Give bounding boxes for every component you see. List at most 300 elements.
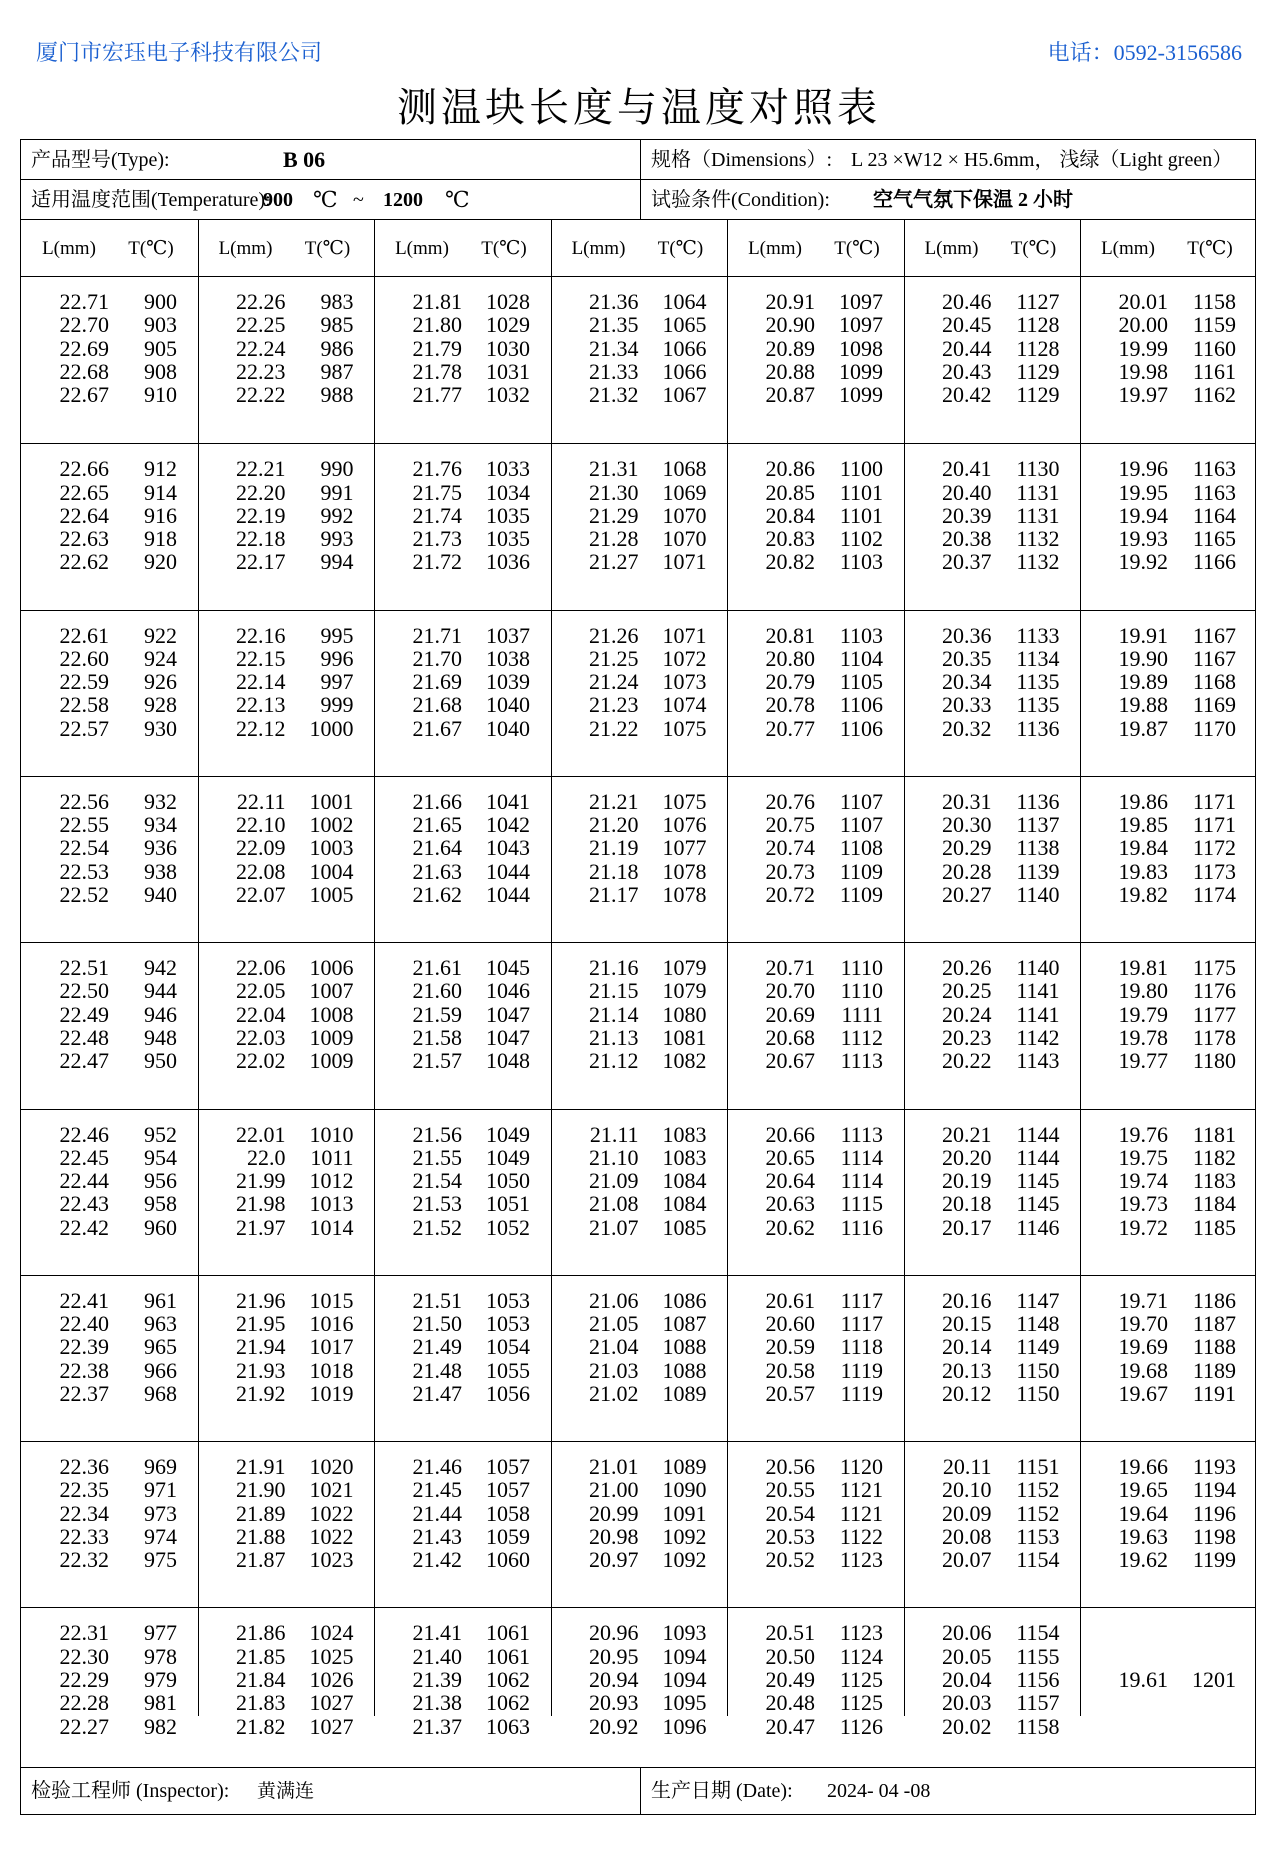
length-value: 20.22 — [942, 1048, 992, 1074]
temperature-value: 1053 — [486, 1287, 530, 1313]
length-value: 20.30 — [942, 812, 992, 838]
temperature-value: 973 — [144, 1500, 177, 1526]
temperature-value: 1136 — [1016, 788, 1060, 814]
temperature-value: 1064 — [662, 289, 707, 314]
temperature-value: 1049 — [486, 1121, 530, 1147]
length-value: 21.53 — [412, 1191, 462, 1217]
date-value: 2024- 04 -08 — [827, 1780, 931, 1802]
length-value: 21.69 — [412, 669, 462, 695]
length-value: 20.17 — [942, 1214, 992, 1240]
length-value: 22.08 — [236, 858, 286, 884]
temperature-value: 1152 — [1016, 1500, 1060, 1526]
length-value: 19.95 — [1118, 479, 1168, 505]
temperature-value: 1146 — [1016, 1214, 1060, 1240]
temperature-value: 1199 — [1192, 1547, 1236, 1573]
length-value: 20.04 — [942, 1666, 992, 1692]
length-value: 20.48 — [765, 1690, 815, 1716]
temperature-value: 1148 — [1016, 1311, 1060, 1337]
length-value: 22.54 — [59, 835, 109, 861]
temperature-value: 1111 — [841, 1001, 883, 1027]
length-value: 20.42 — [942, 382, 992, 408]
length-value: 20.44 — [942, 335, 992, 361]
temperature-value: 1084 — [662, 1191, 707, 1217]
length-value: 20.89 — [765, 335, 815, 361]
length-value: 19.91 — [1118, 622, 1168, 648]
length-value: 19.84 — [1118, 835, 1168, 861]
temperature-value: 1072 — [662, 645, 707, 671]
length-value: 20.28 — [942, 858, 992, 884]
length-value: 20.00 — [1118, 312, 1168, 338]
temperature-value: 1032 — [486, 382, 530, 408]
temperature-value: 1085 — [662, 1214, 707, 1240]
temperature-value: 1104 — [839, 645, 883, 671]
temperature-value: 1037 — [486, 622, 530, 648]
length-value: 22.04 — [236, 1001, 286, 1027]
length-value: 21.01 — [589, 1454, 639, 1480]
temperature-value: 1132 — [1016, 549, 1060, 575]
length-value: 20.55 — [765, 1477, 815, 1503]
temperature-value: 1099 — [839, 358, 883, 384]
temperature-value: 1071 — [662, 549, 707, 575]
length-value: 22.50 — [59, 978, 109, 1004]
temperature-value: 1058 — [486, 1500, 530, 1526]
length-value: 20.29 — [942, 835, 992, 861]
header-length: L(mm) — [571, 238, 626, 259]
length-value: 20.95 — [589, 1643, 639, 1669]
length-value: 22.51 — [59, 955, 109, 981]
length-value: 21.19 — [589, 835, 639, 861]
length-value: 20.16 — [942, 1287, 992, 1313]
temperature-value: 1124 — [839, 1643, 883, 1669]
temperature-value: 1055 — [486, 1357, 530, 1383]
temperature-value: 1018 — [309, 1357, 354, 1383]
length-value: 22.38 — [59, 1357, 109, 1383]
temperature-value: 1017 — [309, 1334, 354, 1360]
length-value: 20.05 — [942, 1643, 992, 1669]
length-value: 22.60 — [59, 645, 109, 671]
length-value: 21.52 — [412, 1214, 462, 1240]
length-value: 22.58 — [59, 692, 109, 718]
length-value: 21.36 — [589, 289, 639, 314]
header-length: L(mm) — [42, 238, 96, 259]
temperature-value: 1061 — [486, 1643, 530, 1669]
temperature-value: 1133 — [1016, 622, 1060, 648]
length-value: 22.0 — [247, 1144, 286, 1170]
temperature-value: 969 — [144, 1454, 177, 1480]
length-value: 21.55 — [412, 1144, 462, 1170]
temperature-value: 1067 — [662, 382, 707, 408]
length-value: 20.49 — [765, 1666, 815, 1692]
temperature-value: 1168 — [1192, 669, 1236, 695]
temperature-value: 1121 — [839, 1500, 883, 1526]
temperature-value: 1110 — [840, 978, 883, 1004]
company-name: 厦门市宏珏电子科技有限公司 — [36, 40, 323, 65]
header-temperature: T(℃) — [304, 238, 351, 259]
temperature-value: 1115 — [840, 1191, 883, 1217]
length-value: 19.81 — [1118, 955, 1168, 981]
temperature-value: 905 — [144, 335, 177, 361]
temperature-value: 1128 — [1016, 312, 1060, 338]
temperature-value: 900 — [144, 289, 177, 314]
length-value: 21.59 — [412, 1001, 462, 1027]
length-value: 21.07 — [589, 1214, 639, 1240]
length-value: 21.63 — [412, 858, 462, 884]
length-value: 21.56 — [412, 1121, 462, 1147]
length-value: 21.21 — [589, 788, 639, 814]
temperature-value: 1135 — [1016, 669, 1060, 695]
length-value: 21.10 — [589, 1144, 639, 1170]
length-value: 22.11 — [236, 788, 286, 814]
temperature-value: 1001 — [309, 788, 354, 814]
row-group — [21, 1275, 1255, 1441]
temperature-value: 1090 — [662, 1477, 707, 1503]
length-value: 20.69 — [765, 1001, 815, 1027]
temperature-value: 1015 — [309, 1287, 354, 1313]
length-value: 21.65 — [412, 812, 462, 838]
temperature-value: 1129 — [1016, 358, 1060, 384]
temperature-value: 1153 — [1016, 1523, 1060, 1549]
length-value: 19.74 — [1118, 1168, 1168, 1194]
length-value: 21.32 — [589, 382, 639, 408]
temperature-value: 1052 — [486, 1214, 530, 1240]
length-value: 20.20 — [942, 1144, 992, 1170]
length-value: 21.47 — [412, 1380, 462, 1406]
inspector-name: 黄满连 — [257, 1780, 315, 1802]
length-value: 20.14 — [942, 1334, 992, 1360]
temperature-value: 1117 — [840, 1287, 883, 1313]
length-value: 21.16 — [589, 955, 639, 981]
temperature-value: 978 — [144, 1643, 177, 1669]
length-value: 22.41 — [59, 1287, 109, 1313]
temperature-value: 1189 — [1192, 1357, 1236, 1383]
temperature-value: 1004 — [309, 858, 354, 884]
temperature-value: 1094 — [662, 1666, 707, 1692]
temperature-value: 1119 — [840, 1357, 883, 1383]
temperature-value: 1131 — [1016, 479, 1060, 505]
temperature-value: 1039 — [486, 669, 530, 695]
temperature-value: 1010 — [309, 1121, 354, 1147]
length-value: 22.07 — [236, 882, 286, 908]
temperature-value: 920 — [144, 549, 177, 575]
temperature-value: 1076 — [662, 812, 707, 838]
temperature-value: 1105 — [839, 669, 883, 695]
length-value: 21.29 — [589, 502, 639, 528]
length-value: 22.68 — [59, 358, 109, 384]
temperature-value: 1167 — [1192, 645, 1236, 671]
length-value: 21.26 — [589, 622, 639, 648]
temperature-value: 994 — [320, 549, 354, 575]
temperature-value: 1191 — [1192, 1380, 1236, 1406]
length-value: 22.25 — [236, 312, 286, 338]
length-value: 20.10 — [942, 1477, 992, 1503]
length-value: 22.33 — [59, 1523, 109, 1549]
length-value: 20.25 — [942, 978, 992, 1004]
length-value: 20.38 — [942, 526, 992, 552]
length-value: 22.71 — [59, 289, 109, 314]
info-row-temperature — [21, 180, 1255, 220]
length-value: 21.03 — [589, 1357, 639, 1383]
length-value: 21.43 — [412, 1523, 462, 1549]
length-value: 22.01 — [236, 1121, 286, 1147]
temperature-value: 1144 — [1016, 1121, 1060, 1147]
length-value: 21.02 — [589, 1380, 639, 1406]
temperature-value: 1152 — [1016, 1477, 1060, 1503]
length-value: 20.78 — [765, 692, 815, 718]
length-value: 21.83 — [236, 1690, 286, 1716]
length-value: 21.15 — [589, 978, 639, 1004]
footer-row — [21, 1767, 1255, 1814]
temperature-value: 1140 — [1016, 955, 1060, 981]
length-value: 21.41 — [412, 1620, 462, 1646]
temperature-value: 1049 — [486, 1144, 530, 1170]
header-length: L(mm) — [1101, 238, 1155, 259]
temperature-value: 1084 — [662, 1168, 707, 1194]
temperature-value: 1016 — [309, 1311, 354, 1337]
length-value: 20.03 — [942, 1690, 992, 1716]
length-value: 20.67 — [765, 1048, 815, 1074]
length-value: 21.57 — [412, 1048, 462, 1074]
temperature-value: 1083 — [662, 1144, 707, 1170]
phone-number: 电话：0592-3156586 — [1047, 40, 1242, 65]
temperature-value: 1167 — [1192, 622, 1236, 648]
temperature-value: 932 — [144, 788, 177, 814]
length-value: 22.67 — [59, 382, 109, 408]
length-value: 21.94 — [236, 1334, 286, 1360]
length-value: 21.23 — [589, 692, 639, 718]
temperature-value: 1096 — [662, 1713, 707, 1739]
length-value: 22.29 — [59, 1666, 109, 1692]
temperature-value: 1059 — [486, 1523, 530, 1549]
length-value: 21.62 — [412, 882, 462, 908]
temperature-value: 1061 — [486, 1620, 530, 1646]
length-value: 20.59 — [765, 1334, 815, 1360]
temperature-value: 995 — [320, 622, 354, 648]
condition-label: 试验条件(Condition): — [651, 189, 830, 211]
temperature-value: 1079 — [662, 978, 707, 1004]
temperature-value: 1156 — [1016, 1666, 1060, 1692]
temperature-value: 1042 — [486, 812, 530, 838]
length-value: 20.23 — [942, 1025, 992, 1051]
length-value: 22.47 — [59, 1048, 109, 1074]
length-value: 22.31 — [59, 1620, 109, 1646]
length-value: 22.21 — [236, 456, 286, 482]
length-value: 20.83 — [765, 526, 815, 552]
temperature-value: 1075 — [662, 715, 707, 741]
length-value: 20.81 — [765, 622, 815, 648]
temp-label: 适用温度范围(Temperature): — [31, 189, 271, 211]
temperature-value: 1137 — [1016, 812, 1060, 838]
length-value: 20.60 — [765, 1311, 815, 1337]
temperature-value: 934 — [144, 812, 177, 838]
length-value: 21.90 — [236, 1477, 286, 1503]
length-value: 20.19 — [942, 1168, 992, 1194]
length-value: 22.63 — [59, 526, 109, 552]
temperature-value: 1160 — [1192, 335, 1236, 361]
temperature-value: 944 — [144, 978, 177, 1004]
length-value: 21.95 — [236, 1311, 286, 1337]
length-value: 19.89 — [1118, 669, 1168, 695]
temperature-value: 1117 — [840, 1311, 883, 1337]
temperature-value: 1185 — [1192, 1214, 1236, 1240]
length-value: 21.18 — [589, 858, 639, 884]
length-value: 20.90 — [765, 312, 815, 338]
temperature-value: 1118 — [840, 1334, 883, 1360]
temperature-value: 1087 — [662, 1311, 707, 1337]
temperature-value: 908 — [144, 358, 177, 384]
temperature-value: 1030 — [486, 335, 530, 361]
temperature-value: 926 — [144, 669, 177, 695]
length-value: 20.45 — [942, 312, 992, 338]
temperature-value: 1003 — [309, 835, 354, 861]
temperature-value: 1034 — [486, 479, 530, 505]
length-value: 21.70 — [412, 645, 462, 671]
length-value: 21.72 — [412, 549, 462, 575]
length-value: 19.86 — [1118, 788, 1168, 814]
temperature-value: 1173 — [1192, 858, 1236, 884]
row-group — [21, 610, 1255, 776]
temperature-value: 1098 — [839, 335, 883, 361]
length-value: 21.48 — [412, 1357, 462, 1383]
length-value: 21.13 — [589, 1025, 639, 1051]
length-value: 21.44 — [412, 1500, 462, 1526]
length-value: 21.33 — [589, 358, 639, 384]
temperature-value: 1169 — [1192, 692, 1236, 718]
length-value: 20.61 — [765, 1287, 815, 1313]
length-value: 22.48 — [59, 1025, 109, 1051]
length-value: 22.17 — [236, 549, 286, 575]
condition-value: 空气气氛下保温 2 小时 — [873, 189, 1073, 211]
row-group — [21, 277, 1255, 443]
length-value: 20.88 — [765, 358, 815, 384]
temperature-value: 1038 — [486, 645, 530, 671]
length-value: 19.80 — [1118, 978, 1168, 1004]
temperature-value: 1075 — [662, 788, 707, 814]
temperature-value: 1044 — [486, 882, 530, 908]
length-value: 20.84 — [765, 502, 815, 528]
length-value: 20.12 — [942, 1380, 992, 1406]
temperature-value: 1158 — [1016, 1713, 1060, 1739]
temperature-value: 1093 — [662, 1620, 707, 1646]
temperature-value: 1020 — [309, 1454, 354, 1480]
length-value: 21.12 — [589, 1048, 639, 1074]
length-value: 22.15 — [236, 645, 286, 671]
temperature-value: 1057 — [486, 1477, 530, 1503]
temperature-value: 1126 — [839, 1713, 883, 1739]
header-temperature: T(℃) — [481, 238, 527, 259]
temperature-value: 1066 — [662, 358, 707, 384]
temperature-value: 1164 — [1192, 502, 1236, 528]
temperature-value: 1121 — [839, 1477, 883, 1503]
temperature-value: 985 — [320, 312, 354, 338]
temperature-value: 1070 — [662, 526, 707, 552]
length-value: 20.52 — [765, 1547, 815, 1573]
length-value: 19.66 — [1118, 1454, 1168, 1480]
length-value: 22.57 — [59, 715, 109, 741]
length-value: 20.64 — [765, 1168, 815, 1194]
temperature-value: 1165 — [1192, 526, 1236, 552]
temperature-value: 903 — [144, 312, 177, 338]
length-value: 22.56 — [59, 788, 109, 814]
temperature-value: 991 — [320, 479, 354, 505]
length-value: 20.62 — [765, 1214, 815, 1240]
temperature-value: 990 — [320, 456, 354, 482]
length-value: 21.99 — [236, 1168, 286, 1194]
length-value: 20.01 — [1118, 289, 1168, 314]
temperature-value: 910 — [144, 382, 177, 408]
length-value: 22.42 — [59, 1214, 109, 1240]
length-value: 22.43 — [59, 1191, 109, 1217]
temperature-value: 1109 — [839, 882, 883, 908]
length-value: 20.13 — [942, 1357, 992, 1383]
temperature-value: 1057 — [486, 1454, 530, 1480]
length-value: 21.58 — [412, 1025, 462, 1051]
temperature-value: 1131 — [1016, 502, 1060, 528]
temperature-value: 1194 — [1192, 1477, 1236, 1503]
temperature-value: 1171 — [1192, 812, 1236, 838]
temperature-value: 1094 — [662, 1643, 707, 1669]
length-value: 20.02 — [942, 1713, 992, 1739]
length-value: 21.86 — [236, 1620, 286, 1646]
temperature-value: 1008 — [309, 1001, 354, 1027]
length-value: 21.60 — [412, 978, 462, 1004]
temperature-value: 1134 — [1016, 645, 1060, 671]
length-value: 22.06 — [236, 955, 286, 981]
length-value: 21.39 — [412, 1666, 462, 1692]
length-value: 20.43 — [942, 358, 992, 384]
length-value: 19.75 — [1118, 1144, 1168, 1170]
length-value: 20.56 — [765, 1454, 815, 1480]
inspector-label: 检验工程师 (Inspector): — [31, 1780, 230, 1802]
temp-separator: ~ — [353, 189, 364, 211]
temperature-value: 1107 — [839, 788, 883, 814]
spec-label: 规格（Dimensions）: — [651, 149, 833, 171]
temperature-value: 1174 — [1192, 882, 1236, 908]
temperature-value: 1044 — [486, 858, 530, 884]
length-value: 22.39 — [59, 1334, 109, 1360]
temperature-value: 961 — [144, 1287, 177, 1313]
temperature-value: 1082 — [662, 1048, 707, 1074]
temperature-value: 1092 — [662, 1547, 707, 1573]
length-value: 20.37 — [942, 549, 992, 575]
length-value: 20.57 — [765, 1380, 815, 1406]
length-value: 20.73 — [765, 858, 815, 884]
length-value: 22.26 — [236, 289, 286, 314]
temperature-value: 1139 — [1016, 858, 1060, 884]
temperature-value: 1092 — [662, 1523, 707, 1549]
length-value: 21.96 — [236, 1287, 286, 1313]
length-value: 21.08 — [589, 1191, 639, 1217]
temperature-value: 1012 — [309, 1168, 354, 1194]
temperature-value: 992 — [320, 502, 354, 528]
length-value: 22.49 — [59, 1001, 109, 1027]
length-value: 19.65 — [1118, 1477, 1168, 1503]
temperature-value: 1063 — [486, 1713, 530, 1739]
temperature-value: 1172 — [1192, 835, 1236, 861]
temperature-value: 1107 — [839, 812, 883, 838]
length-value: 21.66 — [412, 788, 462, 814]
length-value: 19.62 — [1118, 1547, 1168, 1573]
temperature-value: 1100 — [839, 456, 883, 482]
temperature-value: 1078 — [662, 882, 707, 908]
temperature-value: 1198 — [1192, 1523, 1236, 1549]
length-value: 22.64 — [59, 502, 109, 528]
temperature-value: 1101 — [839, 502, 883, 528]
length-value: 20.35 — [942, 645, 992, 671]
length-value: 21.22 — [589, 715, 639, 741]
length-value: 21.84 — [236, 1666, 286, 1692]
temperature-value: 1000 — [309, 715, 354, 741]
temperature-value: 1155 — [1016, 1643, 1060, 1669]
